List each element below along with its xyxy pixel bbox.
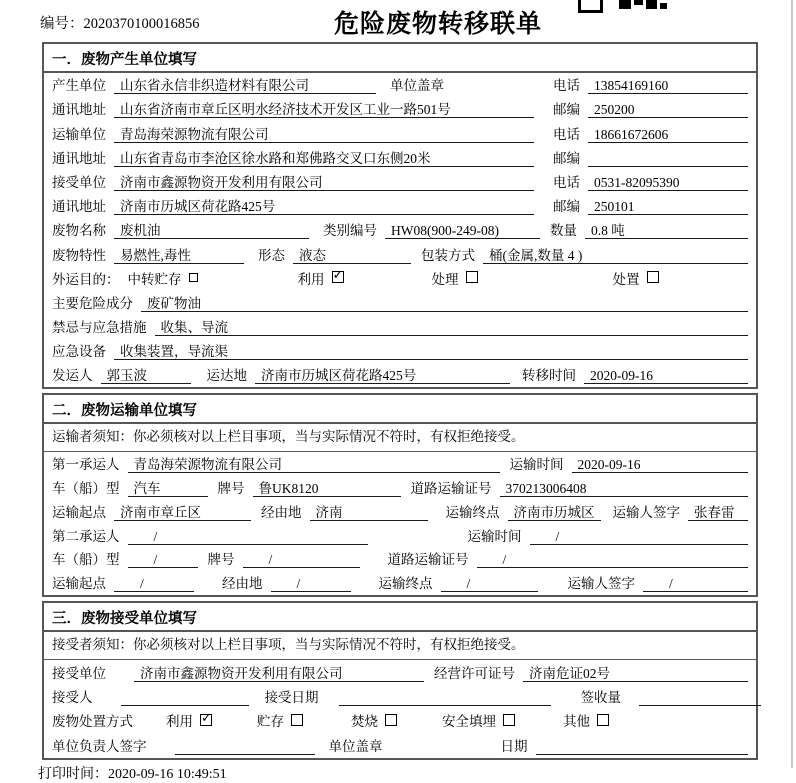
hazard-field: 废矿物油 [141,295,748,312]
row-receiving-unit [44,660,756,684]
serial-number [40,12,200,33]
disposal-option-landfill [442,710,515,730]
physical-form-field: 液态 [293,247,411,264]
plate1-field: 鲁UK8120 [253,480,401,497]
checkbox-icon [385,714,397,726]
row-vehicle2 [44,548,756,572]
time2-field: / [530,528,749,545]
row-transporter [44,121,756,145]
vehicle1-label: 车（船）型 [52,481,120,497]
row-vehicle1 [44,476,756,500]
purpose-option-transfer-storage [128,268,198,288]
phone2-field: 18661672606 [588,126,748,143]
category-label: 类别编号 [323,223,377,239]
phone1-field: 13854169160 [588,77,748,94]
permit-field: 济南危证02号 [523,665,748,682]
road-permit1-field: 370213006408 [500,480,749,497]
signature1-field: 张春雷 [688,504,748,521]
destination-label: 运达地 [206,368,247,384]
receive-date-field [339,689,551,706]
qr-module [634,0,643,5]
disposal-option-incinerate [351,710,397,730]
row-emergency-equipment [44,339,756,363]
purpose-option-dispose [613,268,659,288]
via1-label: 经由地 [261,504,302,520]
recipient-label: 接受人 [52,690,93,705]
signature2-field: / [643,575,748,592]
terminus1-label: 运输终点 [445,504,500,520]
row-transporter-address [44,146,756,170]
emergency-equipment-field: 收集装置，导流渠 [114,343,748,360]
destination-field: 济南市历城区荷花路425号 [255,367,510,384]
characteristics-label: 废物特性 [52,247,106,263]
page-right-edge [791,0,793,768]
time2-label: 运输时间 [467,528,522,544]
emergency-equipment-label: 应急设备 [52,344,106,360]
waste-name-label: 废物名称 [52,223,106,239]
postal1-label: 邮编 [553,102,580,118]
emergency-measures-field: 收集、导流 [155,319,749,336]
serial-label: 编号： [40,16,84,32]
disposal-option-utilize [166,710,212,730]
signature2-label: 运输人签字 [567,576,635,592]
received-qty-label: 签收量 [580,690,621,705]
address3-field: 济南市历城区荷花路425号 [114,198,534,215]
physical-form-label: 形态 [258,247,285,263]
origin2-label: 运输起点 [52,576,106,592]
quantity-label: 数量 [550,223,577,239]
address2-field: 山东省青岛市李沧区徐水路和郑佛路交叉口东侧20米 [114,150,534,167]
unit-stamp3-label: 单位盖章 [328,738,383,754]
qr-module [619,0,631,9]
address1-field: 山东省济南市章丘区明水经济技术开发区工业一路501号 [114,101,534,118]
road-permit2-label: 道路运输证号 [387,552,469,568]
postal1-field: 250200 [588,101,748,118]
checkbox-icon [200,714,212,726]
emergency-measures-label: 禁忌与应急措施 [52,320,147,336]
transporter-field: 青岛海荣源物流有限公司 [114,126,534,143]
postal3-label: 邮编 [553,199,580,215]
row-route2 [44,571,756,595]
postal2-field [588,150,748,167]
row-carrier1 [44,452,756,476]
transfer-time-field: 2020-09-16 [584,367,748,384]
phone1-label: 电话 [553,78,580,94]
via2-field: / [271,575,351,592]
time1-label: 运输时间 [509,457,564,473]
address2-label: 通讯地址 [52,150,106,166]
qr-module [660,3,667,9]
received-qty-field [639,689,761,706]
plate2-label: 牌号 [207,552,235,568]
shipper-field: 郭玉波 [101,367,191,384]
option-label: 利用 [166,714,193,730]
unit-stamp-label: 单位盖章 [390,78,444,94]
row-waste-name [44,218,756,242]
option-label: 中转贮存 [127,271,182,287]
terminus2-field: / [441,575,538,592]
signature1-label: 运输人签字 [612,504,680,520]
qr-code-fragment [578,0,670,10]
section3-title: 三．废物接受单位填写 [44,603,756,632]
vehicle2-field: / [128,551,198,568]
manager-sign-field [175,738,315,755]
row-manager-signature [44,733,756,757]
origin1-label: 运输起点 [52,504,106,520]
terminus1-field: 济南市历城区 [508,504,601,521]
carrier2-field: / [128,528,368,545]
row-waste-characteristics [44,242,756,266]
carrier2-label: 第二承运人 [52,528,120,544]
receive-date-label: 接受日期 [264,690,319,705]
terminus2-label: 运输终点 [378,576,433,592]
serial-value: 2020370100016856 [83,16,200,32]
vehicle2-label: 车（船）型 [52,552,120,568]
phone3-label: 电话 [553,174,580,190]
receiver-notice: 接受者须知：你必须核对以上栏目事项，当与实际情况不符时，有权拒绝接受。 [44,632,756,660]
row-recipient [44,685,756,709]
section-producer [42,42,758,389]
date-field [536,738,749,755]
origin1-field: 济南市章丘区 [114,504,251,521]
checkbox-icon [597,714,609,726]
row-receiver-address [44,194,756,218]
option-label: 利用 [297,271,325,287]
address1-label: 通讯地址 [52,102,106,118]
row-transfer-purpose [44,267,756,291]
phone2-label: 电话 [553,126,580,142]
section-transporter [42,393,758,597]
via2-label: 经由地 [222,576,263,592]
receiver-field: 济南市鑫源物资开发利用有限公司 [114,174,534,191]
carrier1-label: 第一承运人 [52,457,120,473]
row-carrier2 [44,524,756,548]
packaging-label: 包装方式 [421,247,475,263]
qr-module [646,0,657,9]
address3-label: 通讯地址 [52,199,106,215]
row-shipper [44,363,756,387]
waste-name-field: 废机油 [114,222,309,239]
checkbox-icon [332,271,344,283]
receiver-label: 接受单位 [52,174,106,190]
purpose-option-treat [432,268,478,288]
road-permit2-field: / [477,551,749,568]
option-label: 其他 [563,714,590,730]
recipient-field [121,689,249,706]
producer-label: 产生单位 [52,78,106,94]
disposal-option-other [563,710,609,730]
plate2-field: / [243,551,360,568]
packaging-field: 桶(金属,数量 4 ) [483,247,748,264]
transporter-label: 运输单位 [52,126,106,142]
section1-title: 一．废物产生单位填写 [44,44,756,73]
purpose-label: 外运目的： [52,271,120,287]
option-label: 处理 [431,271,459,287]
receiver3-label: 接受单位 [52,665,106,681]
disposal-option-store [257,710,303,730]
option-label: 贮存 [257,714,284,730]
disposal-label: 废物处置方式 [52,714,133,730]
transfer-time-label: 转移时间 [522,368,576,384]
receiver3-field: 济南市鑫源物资开发利用有限公司 [134,665,424,682]
checkbox-icon [503,714,515,726]
row-emergency-measures [44,315,756,339]
option-label: 处置 [612,271,640,287]
manager-sign-label: 单位负责人签字 [52,738,147,754]
print-time [38,763,758,783]
road-permit1-label: 道路运输证号 [410,481,492,497]
checkbox-icon [189,273,198,282]
permit-label: 经营许可证号 [434,665,515,681]
category-field: HW08(900-249-08) [385,222,540,239]
row-producer [44,73,756,97]
option-label: 焚烧 [351,714,378,730]
section-receiver [42,601,758,760]
row-disposal-method [44,709,756,733]
page-title: 危险废物转移联单 [334,11,543,38]
date-label: 日期 [500,738,528,754]
transporter-notice: 运输者须知：你必须核对以上栏目事项，当与实际情况不符时，有权拒绝接受。 [44,424,756,452]
phone3-field: 0531-82095390 [588,174,748,191]
postal2-label: 邮编 [553,150,580,166]
print-time-value: 2020-09-16 10:49:51 [108,766,227,782]
row-producer-address [44,97,756,121]
characteristics-field: 易燃性,毒性 [114,247,244,264]
purpose-option-utilize [298,268,344,288]
checkbox-icon [291,714,303,726]
vehicle1-field: 汽车 [128,480,208,497]
option-label: 安全填埋 [442,714,496,730]
form-sheet [38,42,758,783]
carrier1-field: 青岛海荣源物流有限公司 [128,456,500,473]
time1-field: 2020-09-16 [572,456,749,473]
section2-title: 二．废物运输单位填写 [44,395,756,424]
shipper-label: 发运人 [52,368,93,384]
print-time-label: 打印时间： [38,766,108,782]
qr-module [578,0,603,13]
origin2-field: / [114,575,194,592]
via1-field: 济南 [310,504,428,521]
checkbox-icon [647,271,659,283]
postal3-field: 250101 [588,198,748,215]
plate1-label: 牌号 [217,481,245,497]
quantity-field: 0.8 吨 [585,222,748,239]
row-hazard-components [44,291,756,315]
row-receiver [44,170,756,194]
producer-field: 山东省永信非织造材料有限公司 [114,77,376,94]
row-route1 [44,500,756,524]
checkbox-icon [466,271,478,283]
hazard-label: 主要危险成分 [52,295,133,311]
